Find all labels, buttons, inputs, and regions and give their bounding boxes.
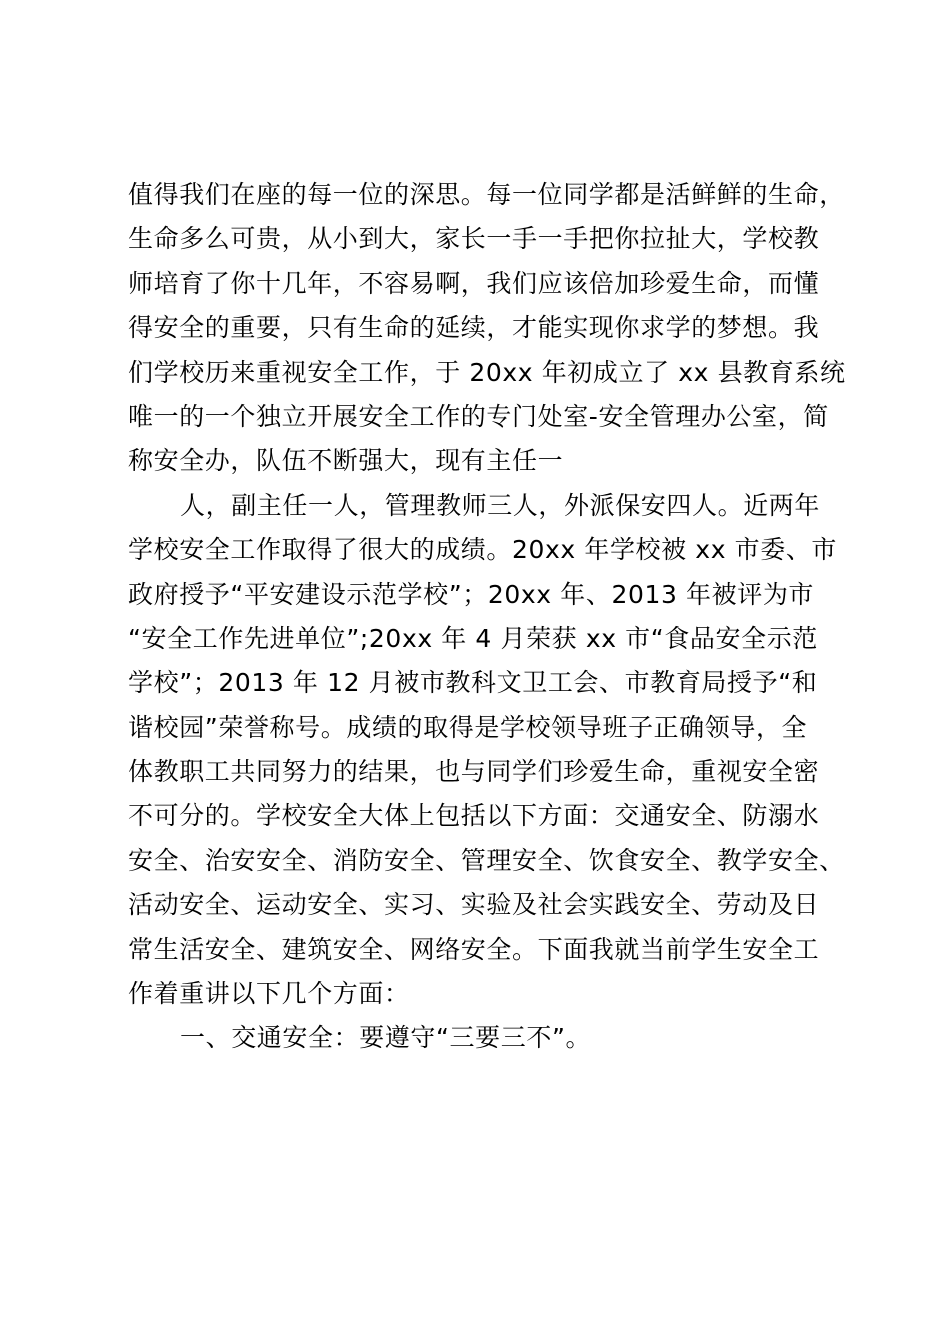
section-heading: 一、交通安全：要遵守“三要三不”。 bbox=[180, 1023, 592, 1053]
text-line: 称安全办，队伍不断强大，现有主任一 bbox=[128, 446, 564, 476]
text-line: 师培育了你十几年，不容易啊，我们应该倍加珍爱生命，而懂 bbox=[128, 268, 820, 298]
text-line: 生命多么可贵，从小到大，家长一手一手把你拉扯大，学校教 bbox=[128, 224, 820, 254]
text-line: 们学校历来重视安全工作，于 20xx 年初成立了 xx 县教育系统 bbox=[128, 357, 846, 387]
text-line: 谐校园”荣誉称号。成绩的取得是学校领导班子正确领导，全 bbox=[128, 712, 808, 742]
text-line-indented: 人，副主任一人，管理教师三人，外派保安四人。近两年 bbox=[180, 490, 821, 520]
text-line: 得安全的重要，只有生命的延续，才能实现你求学的梦想。我 bbox=[128, 313, 820, 343]
text-line: 唯一的一个独立开展安全工作的专门处室-安全管理办公室，简 bbox=[128, 401, 829, 431]
text-line: 学校安全工作取得了很大的成绩。20xx 年学校被 xx 市委、市 bbox=[128, 535, 838, 565]
text-line: 政府授予“平安建设示范学校”；20xx 年、2013 年被评为市 bbox=[128, 579, 815, 609]
text-line: 常生活安全、建筑安全、网络安全。下面我就当前学生安全工 bbox=[128, 934, 820, 964]
text-line: 不可分的。学校安全大体上包括以下方面：交通安全、防溺水 bbox=[128, 801, 820, 831]
text-line: 体教职工共同努力的结果，也与同学们珍爱生命，重视安全密 bbox=[128, 757, 820, 787]
text-line: 作着重讲以下几个方面： bbox=[128, 979, 410, 1009]
text-line: “安全工作先进单位”;20xx 年 4 月荣获 xx 市“食品安全示范 bbox=[128, 623, 818, 653]
text-line: 学校”；2013 年 12 月被市教科文卫工会、市教育局授予“和 bbox=[128, 668, 818, 698]
text-line: 值得我们在座的每一位的深思。每一位同学都是活鲜鲜的生命， bbox=[128, 180, 845, 209]
body-text bbox=[128, 173, 858, 1061]
text-line: 安全、治安安全、消防安全、管理安全、饮食安全、教学安全、 bbox=[128, 845, 845, 875]
text-line: 活动安全、运动安全、实习、实验及社会实践安全、劳动及日 bbox=[128, 890, 820, 920]
